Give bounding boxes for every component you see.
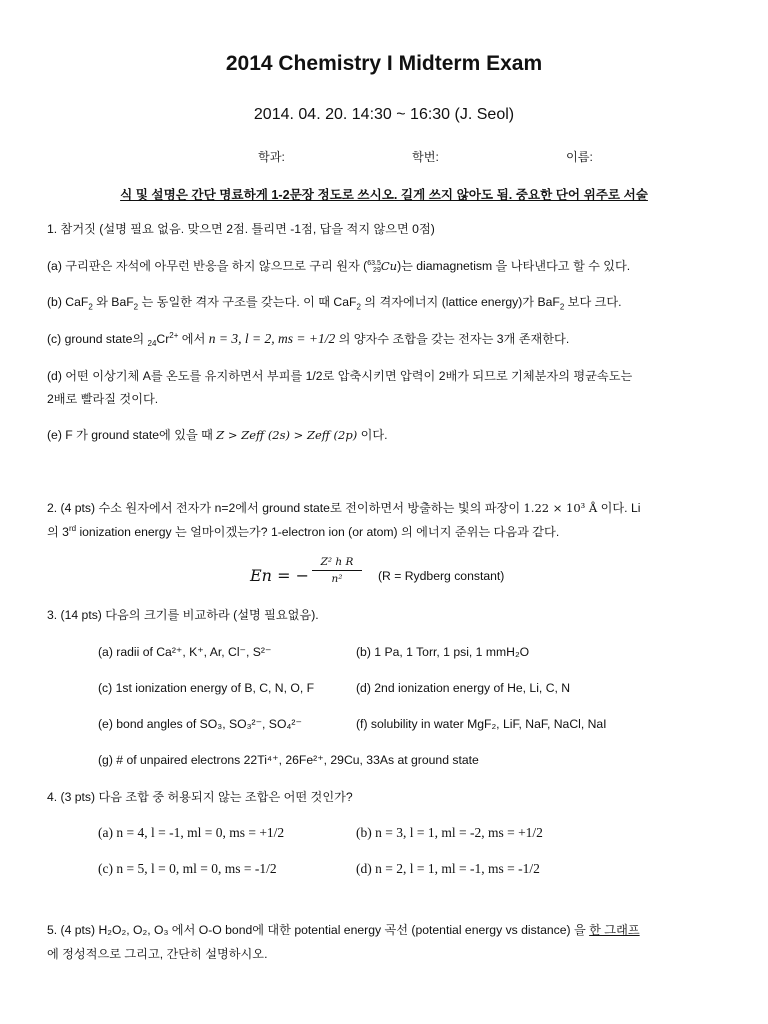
effective-charge-equation: Z > Zeff (2s) > Zeff (2p) <box>216 428 358 442</box>
energy-level-lhs: En = − <box>250 566 309 585</box>
q2-line2: 의 3rd ionization energy 는 얼마이겠는가? 1-electron ion (or atom) 의 에너지 준위는 다음과 같다. <box>47 523 560 539</box>
isotope-notation: 63.5 29 <box>367 259 381 274</box>
q3-item-g: (g) # of unpaired electrons 22Ti⁴⁺, 26Fe²⁺, 29Cu, 33As at ground state <box>98 753 479 767</box>
q1-item-d-line2: 2배로 빨라질 것이다. <box>47 392 159 406</box>
q2-line1: 2. (4 pts) 수소 원자에서 전자가 n=2에서 ground state로 전이하면서 방출하는 빛의 파장이 1.22 × 10³ Å 이다. Li <box>47 501 641 515</box>
q1a-text-pre: (a) 구리판은 자석에 아무런 반응을 하지 않으므로 구리 원자 ( <box>47 259 368 273</box>
q4-option-d: (d) n = 2, l = 1, ml = -1, ms = -1/2 <box>356 861 540 876</box>
q1-item-e: (e) F 가 ground state에 있을 때 Z > Zeff (2s) > Zeff (2p) 이다. <box>47 428 388 442</box>
instructions: 식 및 설명은 간단 명료하게 1-2문장 정도로 쓰시오. 길게 쓰지 않아도 됨. 중요한 단어 위주로 서술 <box>120 188 648 202</box>
copper-symbol: Cu <box>380 259 398 273</box>
q1-item-b: (b) CaF$_2$ 와 BaF$_2$ 는 동일한 격자 구조를 갖는다. 이 때 CaF$_2$ 의 격자에너지 (lattice energy)가 BaF$_2$ 보다 크다. <box>47 295 622 312</box>
q1-item-c: (c) ground state의 $_{24}Cr^{2+}$ 에서 n = 3, l = 2, ms = +1/2 의 양자수 조합을 갖는 전자는 3개 존재한다. <box>47 331 570 348</box>
q5-line1: 5. (4 pts) H₂O₂, O₂, O₃ 에서 O-O bond에 대한 potential energy 곡선 (potential energy vs distance) 을 한 그래프 <box>47 923 640 937</box>
q3-item-f: (f) solubility in water MgF₂, LiF, NaF, NaCl, NaI <box>356 717 607 731</box>
q1a-text-post: )는 diamagnetism 을 나타낸다고 할 수 있다. <box>397 259 631 273</box>
q3-item-a: (a) radii of Ca²⁺, K⁺, Ar, Cl⁻, S²⁻ <box>98 645 272 659</box>
q3-item-c: (c) 1st ionization energy of B, C, N, O, F <box>98 681 315 695</box>
q4-option-c: (c) n = 5, l = 0, ml = 0, ms = -1/2 <box>98 861 277 876</box>
q3-item-b: (b) 1 Pa, 1 Torr, 1 psi, 1 mmH₂O <box>356 645 530 659</box>
wavelength-value: 1.22 × 10³ Å <box>523 501 598 515</box>
q3-item-d: (d) 2nd ionization energy of He, Li, C, N <box>356 681 571 695</box>
q3-title: 3. (14 pts) 다음의 크기를 비교하라 (설명 필요없음). <box>47 608 319 622</box>
exam-date: 2014. 04. 20. 14:30 ~ 16:30 (J. Seol) <box>253 106 515 123</box>
student-id-label: 학번: <box>412 150 439 164</box>
q1-item-a <box>47 259 630 274</box>
q1-item-d-line1: (d) 어떤 이상기체 A를 온도를 유지하면서 부피를 1/2로 압축시키면 압력이 2배가 되므로 기체분자의 평균속도는 <box>47 369 633 383</box>
q3-item-e: (e) bond angles of SO₃, SO₃²⁻, SO₄²⁻ <box>98 717 302 731</box>
energy-level-fraction <box>312 556 362 585</box>
rydberg-note: (R = Rydberg constant) <box>378 569 505 583</box>
quantum-number-equation: n = 3, l = 2, ms = +1/2 <box>208 331 336 346</box>
q4-title: 4. (3 pts) 다음 조합 중 허용되지 않는 조합은 어떤 것인가? <box>47 790 353 804</box>
fraction-denominator: n² <box>331 573 343 585</box>
department-label: 학과: <box>258 150 285 164</box>
underlined-one-graph: 한 그래프 <box>589 923 640 937</box>
exam-title: 2014 Chemistry I Midterm Exam <box>225 52 543 75</box>
q1-title: 1. 참거짓 (설명 필요 없음. 맞으면 2점. 틀리면 -1점, 답을 적지 않으면 0점) <box>47 222 435 236</box>
name-label: 이름: <box>566 150 593 164</box>
q4-option-b: (b) n = 3, l = 1, ml = -2, ms = +1/2 <box>356 825 543 840</box>
q4-option-a: (a) n = 4, l = -1, ml = 0, ms = +1/2 <box>98 825 285 840</box>
fraction-numerator: Z² h R <box>312 556 362 571</box>
q5-line2: 에 정성적으로 그리고, 간단히 설명하시오. <box>47 947 268 961</box>
